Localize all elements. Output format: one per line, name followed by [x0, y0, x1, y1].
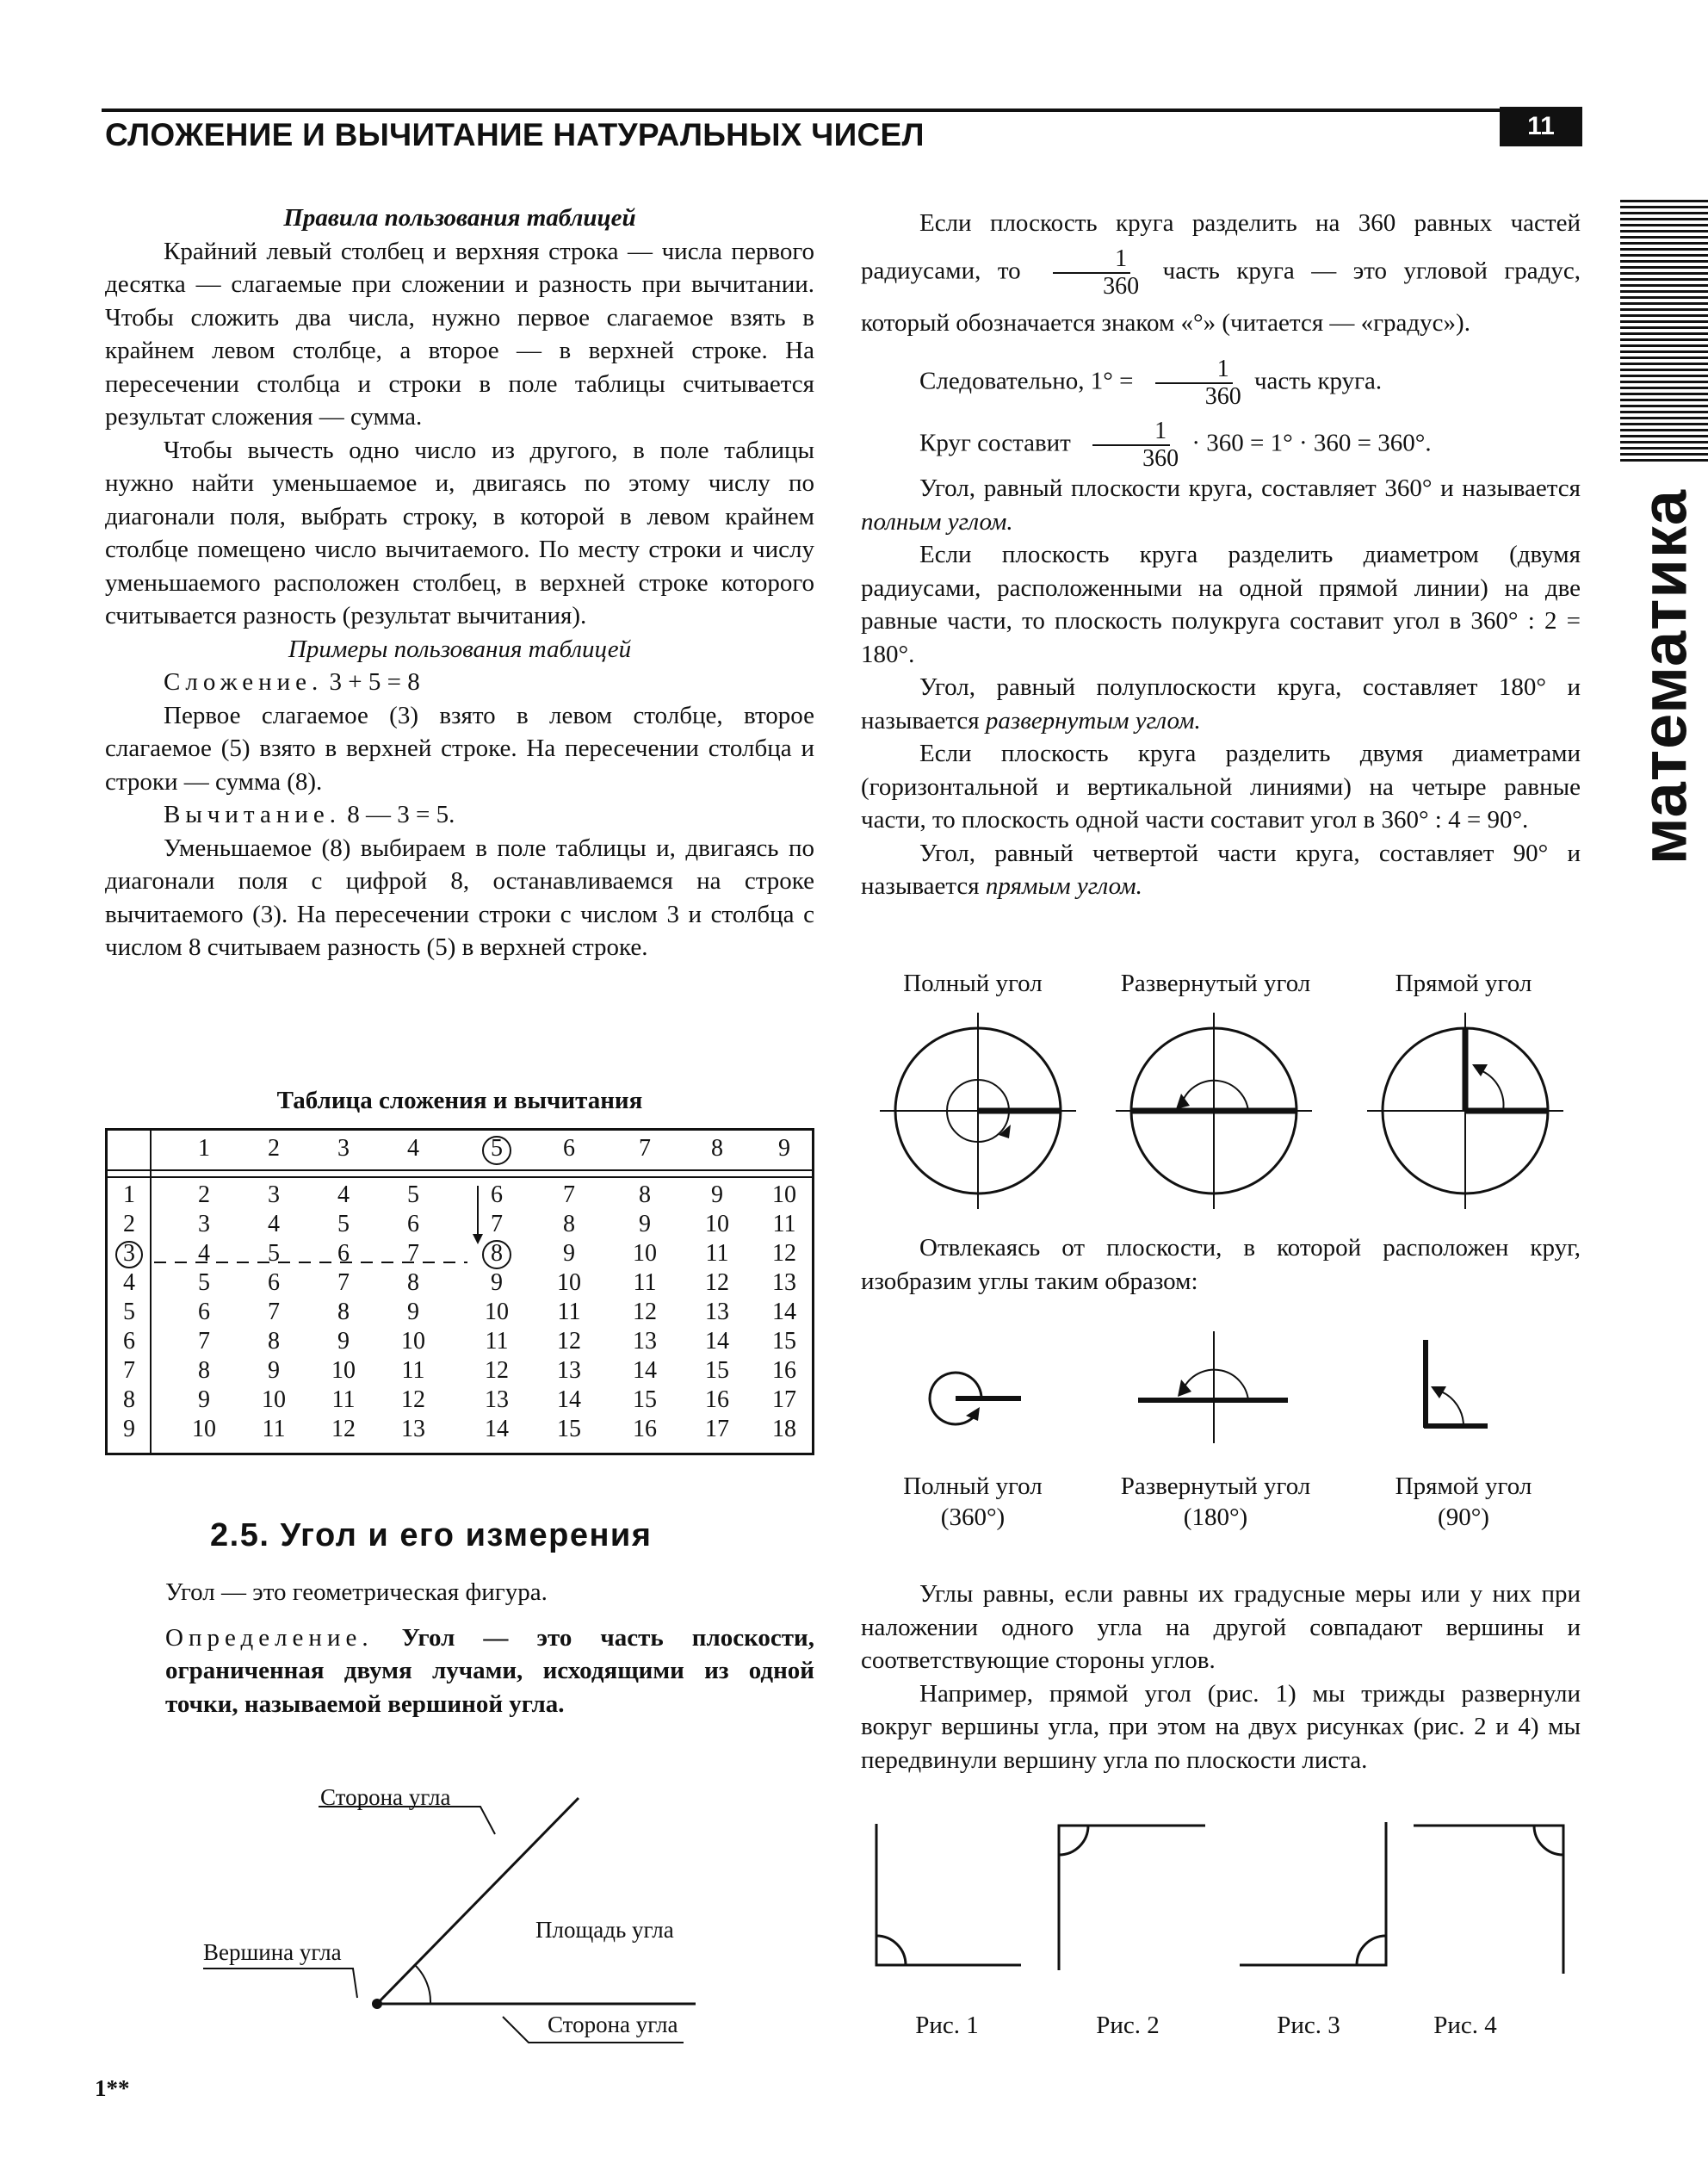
table-cell: 6: [268, 1269, 280, 1296]
abstract-label-full-value: (360°): [940, 1504, 1006, 1531]
table-cell: 4: [337, 1181, 350, 1208]
full-angle-circle: [880, 1013, 1076, 1209]
table-cell: 11: [772, 1211, 796, 1237]
table-row-head: 8: [123, 1386, 135, 1413]
rules-heading: Правила пользования таблицей: [283, 204, 636, 232]
table-cell: 8: [639, 1181, 651, 1208]
abstract-straight-angle: [1138, 1331, 1288, 1443]
consequently-text-a: Следовательно, 1° =: [919, 367, 1134, 395]
table-cell: 11: [262, 1416, 286, 1442]
degree-text-b: часть круга — это угловой градус, который обозначается знаком «°» (читается — «градус»).: [861, 257, 1581, 337]
abstract-label-right-name: Прямой угол: [1395, 1472, 1532, 1500]
table-cell: 7: [407, 1240, 419, 1267]
left-column: [105, 202, 814, 964]
table-cell: 3: [268, 1181, 280, 1208]
table-cell: 8: [563, 1211, 575, 1237]
abstract-label-full-name: Полный угол: [903, 1472, 1043, 1500]
footer-mark: 1**: [95, 2075, 130, 2101]
table-cell: 2: [198, 1181, 210, 1208]
table-cell: 11: [485, 1328, 509, 1355]
table-cell: 5: [268, 1240, 280, 1267]
equal-angles-paragraph: Углы равны, если равны их градусные меры или у них при наложении одного угла на другой совпадают вершины и соответствующие стороны углов.: [861, 1580, 1581, 1674]
side-tab: [1620, 465, 1708, 889]
table-cell: 14: [633, 1357, 657, 1384]
table-cell: 10: [633, 1240, 657, 1267]
table-cell: 16: [705, 1386, 729, 1413]
subtraction-label: Вычитание.: [164, 801, 341, 828]
definition-label: Определение.: [165, 1623, 374, 1652]
table-cell: 13: [705, 1299, 729, 1325]
table-cell: 12: [705, 1269, 729, 1296]
table-cell: 9: [268, 1357, 280, 1384]
table-cell: 6: [407, 1211, 419, 1237]
fraction-1-360: [1044, 246, 1139, 300]
table-row-head: 4: [123, 1269, 135, 1296]
abstract-angles: [869, 1326, 1575, 1447]
table-cell: 12: [401, 1386, 425, 1413]
table-cell: 10: [262, 1386, 286, 1413]
rotation-figures: [869, 1819, 1575, 1974]
label-side-bottom: Сторона угла: [548, 2012, 678, 2037]
table-cell: 12: [772, 1240, 796, 1267]
addition-expression: 3 + 5 = 8: [329, 668, 420, 696]
table-cell: 11: [331, 1386, 356, 1413]
table-cell: 12: [485, 1357, 509, 1384]
table-cell: 9: [491, 1269, 503, 1296]
table-cell: 9: [407, 1299, 419, 1325]
table-cell: 9: [337, 1328, 350, 1355]
table-cell: 12: [331, 1416, 356, 1442]
consequently-text-b: часть круга.: [1253, 367, 1383, 395]
table-cell: 11: [705, 1240, 729, 1267]
table-cell: 13: [401, 1416, 425, 1442]
table-cell: 10: [485, 1299, 509, 1325]
table-cell: 3: [198, 1211, 210, 1237]
table-cell: 17: [772, 1386, 796, 1413]
table-cell: 15: [705, 1357, 729, 1384]
table-cell: 8: [407, 1269, 419, 1296]
table-cell: 9: [198, 1386, 210, 1413]
table-cell: 6: [337, 1240, 350, 1267]
table-cell: 14: [485, 1416, 509, 1442]
table-cell: 9: [639, 1211, 651, 1237]
caption-fig-4: Рис. 4: [1433, 2012, 1497, 2039]
circle-total-paragraph: [861, 418, 1581, 472]
angle-definition: [165, 1621, 814, 1721]
angle-definition-block: [165, 1576, 814, 1720]
abstraction-paragraph: Отвлекаясь от плоскости, в которой расположен круг, изобразим углы таким образом:: [861, 1234, 1581, 1295]
table-cell: 8: [198, 1357, 210, 1384]
abstract-right-angle: [1424, 1340, 1488, 1428]
right-angle-circle: [1367, 1013, 1563, 1209]
figure-1: [876, 1824, 1021, 1965]
fraction-denominator-b: 360: [1204, 383, 1241, 410]
circle-label-right: Прямой угол: [1395, 970, 1532, 997]
table-cell: 5: [198, 1269, 210, 1296]
table-cell: 5: [337, 1211, 350, 1237]
quarter-division-paragraph: Если плоскость круга разделить двумя диаметрами (горизонтальной и вертикальной линиями) на четыре равные части, то плоскость одной части составит угол в 360° : 4 = 90°.: [861, 740, 1581, 834]
table-cell: 14: [705, 1328, 729, 1355]
table-cell: 6: [198, 1299, 210, 1325]
page-number: 11: [1500, 107, 1582, 146]
addition-example: [105, 666, 814, 699]
table-cell: 10: [331, 1357, 356, 1384]
addition-explanation: Первое слагаемое (3) взято в левом столбце, второе слагаемое (5) взято в верхней строке. На пересечении столбца и строки — сумма (8).: [105, 701, 814, 796]
section-title: 2.5. Угол и его измерения: [210, 1517, 653, 1553]
fraction-1-360-b: [1147, 356, 1241, 410]
table-cell: 7: [268, 1299, 280, 1325]
table-cell: 16: [633, 1416, 657, 1442]
table-cell: 8: [337, 1299, 350, 1325]
caption-fig-1: Рис. 1: [915, 2012, 979, 2039]
figure-2: [1059, 1826, 1205, 1970]
table-cell: 11: [401, 1357, 425, 1384]
table-header-cell: 9: [778, 1135, 790, 1162]
rules-paragraph-1: Крайний левый столбец и верхняя строка — числа первого десятка — слагаемые при сложении и разность при вычитании. Чтобы сложить два числа, нужно первое слагаемое взять в крайнем левом столбце, а второе — в верхней строке. На пересечении столбца и строки в поле таблицы считывается результат сложения — сумма.: [105, 237, 814, 431]
fraction-numerator-b: 1: [1155, 356, 1233, 384]
header-rule: [102, 108, 1581, 112]
caption-fig-2: Рис. 2: [1096, 2012, 1160, 2039]
definition-text: Угол — это часть плоскости, ограниченная двумя лучами, исходящими из одной точки, называемой вершиной угла.: [165, 1623, 814, 1718]
table-cell: 15: [557, 1416, 581, 1442]
table-header-cell: 2: [268, 1135, 280, 1162]
angle-side-top: [377, 1798, 579, 2004]
table-cell: 13: [557, 1357, 581, 1384]
table-cell: 7: [337, 1269, 350, 1296]
consequently-paragraph: [861, 356, 1581, 410]
table-cell: 7: [563, 1181, 575, 1208]
table-cell: 4: [198, 1240, 210, 1267]
table-row-head: 1: [123, 1181, 135, 1208]
rules-paragraph-2: Чтобы вычесть одно число из другого, в поле таблицы нужно найти уменьшаемое и, двигаясь по этому числу по диагонали поля, выбрать строку, в которой в левом крайнем столбце помещено число вычитаемого. По месту строки и числу уменьшаемого расположен столбец, в верхней строке которого считывается разность (результат вычитания).: [105, 436, 814, 629]
table-cell: 14: [772, 1299, 796, 1325]
table-row-head: 5: [123, 1299, 135, 1325]
table-cell: 4: [268, 1211, 280, 1237]
abstract-label-right-value: (90°): [1438, 1504, 1489, 1531]
table-row-head: 6: [123, 1328, 135, 1355]
degree-text-a: Если плоскость круга разделить на 360 равных частей радиусами, то: [861, 209, 1581, 285]
table-header-cell: 4: [407, 1135, 419, 1162]
circle-label-full: Полный угол: [903, 970, 1043, 997]
table-cell: 5: [407, 1181, 419, 1208]
straight-angle-term: развернутым углом.: [985, 706, 1201, 735]
table-cell: 11: [633, 1269, 657, 1296]
degree-paragraph: [861, 200, 1581, 346]
full-angle-term: полным углом.: [861, 507, 1013, 536]
table-row-head: 9: [123, 1416, 135, 1442]
full-angle-paragraph: [861, 472, 1581, 538]
subtraction-explanation: Уменьшаемое (8) выбираем в поле таблицы и, двигаясь по диагонали поля с цифрой 8, останавливаемся на строке вычитаемого (3). На пересечении строки с числом 3 и столбца с числом 8 считываем разность (5) в верхней строке.: [105, 834, 814, 961]
table-cell: 13: [772, 1269, 796, 1296]
fraction-1-360-c: [1084, 418, 1179, 472]
table-cell: 16: [772, 1357, 796, 1384]
table-cell: 6: [491, 1181, 503, 1208]
straight-angle-text: Угол, равный полуплоскости круга, составляет 180° и называется: [861, 673, 1581, 735]
fraction-numerator-c: 1: [1092, 418, 1170, 446]
angle-arc: [415, 1965, 430, 2004]
subtraction-expression: 8 — 3 = 5.: [347, 801, 455, 828]
table-cell: 14: [557, 1386, 581, 1413]
table-cell: 12: [557, 1328, 581, 1355]
circle-total-text-a: Круг составит: [919, 429, 1071, 457]
table-header-cell: 1: [198, 1135, 210, 1162]
circle-diagrams: [869, 1008, 1575, 1214]
side-tab-label: математика: [1628, 488, 1700, 865]
figure-3: [1240, 1822, 1386, 1965]
circle-label-straight: Развернутый угол: [1120, 970, 1311, 997]
table-cell: 12: [633, 1299, 657, 1325]
running-header-title: СЛОЖЕНИЕ И ВЫЧИТАНИЕ НАТУРАЛЬНЫХ ЧИСЕЛ: [105, 117, 925, 152]
table-cell: 18: [772, 1416, 796, 1442]
table-cell: 7: [198, 1328, 210, 1355]
abstract-full-angle: [930, 1373, 1021, 1424]
table-cell: 9: [711, 1181, 723, 1208]
table-cell: 17: [705, 1416, 729, 1442]
table-cell: 7: [491, 1211, 503, 1237]
table-cell: 13: [633, 1328, 657, 1355]
table-cell: 15: [633, 1386, 657, 1413]
subtraction-example: [105, 798, 814, 832]
fraction-denominator: 360: [1103, 273, 1140, 300]
figure-4: [1414, 1826, 1563, 1974]
right-angle-paragraph: [861, 837, 1581, 903]
full-angle-text: Угол, равный плоскости круга, составляет 360° и называется: [919, 474, 1581, 502]
table-row-head: 7: [123, 1357, 135, 1384]
table-cell: 10: [705, 1211, 729, 1237]
angle-diagram: [189, 1774, 809, 2058]
examples-heading: Примеры пользования таблицей: [288, 635, 632, 663]
abstract-label-full: [869, 1471, 1076, 1533]
table-header-cell: 7: [639, 1135, 651, 1162]
label-side-top: Сторона угла: [320, 1784, 451, 1810]
label-area: Площадь угла: [535, 1917, 674, 1943]
fraction-numerator: 1: [1053, 246, 1130, 274]
table-header-cell: 3: [337, 1135, 350, 1162]
abstract-label-right: [1360, 1471, 1567, 1533]
abstract-label-straight: [1086, 1471, 1345, 1533]
table-cell: 10: [401, 1328, 425, 1355]
angle-vertex: [372, 1999, 382, 2009]
abstract-label-straight-value: (180°): [1183, 1504, 1248, 1531]
label-vertex: Вершина угла: [203, 1939, 342, 1965]
right-angle-term: прямым углом.: [985, 872, 1142, 900]
caption-fig-3: Рис. 3: [1277, 2012, 1340, 2039]
table-cell: 8: [491, 1240, 503, 1267]
straight-angle-paragraph: [861, 671, 1581, 737]
table-title: Таблица сложения и вычитания: [276, 1087, 643, 1114]
table-header-cell: 5: [491, 1135, 503, 1162]
table-cell: 11: [557, 1299, 581, 1325]
angle-short-definition: Угол — это геометрическая фигура.: [165, 1578, 548, 1606]
right-column: [861, 200, 1581, 903]
abstraction-block: [861, 1231, 1581, 1298]
table-row-head: 2: [123, 1211, 135, 1237]
table-cell: 10: [192, 1416, 216, 1442]
abstract-label-straight-name: Развернутый угол: [1120, 1472, 1311, 1500]
equal-angles-block: [861, 1578, 1581, 1776]
rotation-paragraph: Например, прямой угол (рис. 1) мы трижды развернули вокруг вершины угла, при этом на двух рисунках (рис. 2 и 4) мы передвинули вершину угла по плоскости листа.: [861, 1679, 1581, 1774]
half-division-paragraph: Если плоскость круга разделить диаметром (двумя радиусами, расположенными на одной прямой линии) на две равные части, то плоскость полукруга составит угол в 360° : 2 = 180°.: [861, 541, 1581, 668]
addition-table: [105, 1128, 814, 1455]
table-cell: 10: [772, 1181, 796, 1208]
table-row-head: 3: [123, 1240, 135, 1267]
table-cell: 9: [563, 1240, 575, 1267]
fraction-denominator-c: 360: [1142, 445, 1179, 472]
table-cell: 13: [485, 1386, 509, 1413]
straight-angle-circle: [1116, 1013, 1312, 1209]
table-cell: 8: [268, 1328, 280, 1355]
table-header-cell: 6: [563, 1135, 575, 1162]
circle-total-text-b: · 360 = 1° · 360 = 360°.: [1191, 429, 1432, 457]
addition-label: Сложение.: [164, 668, 324, 696]
table-cell: 10: [557, 1269, 581, 1296]
table-header-cell: 8: [711, 1135, 723, 1162]
table-cell: 15: [772, 1328, 796, 1355]
right-angle-text: Угол, равный четвертой части круга, составляет 90° и называется: [861, 839, 1581, 900]
